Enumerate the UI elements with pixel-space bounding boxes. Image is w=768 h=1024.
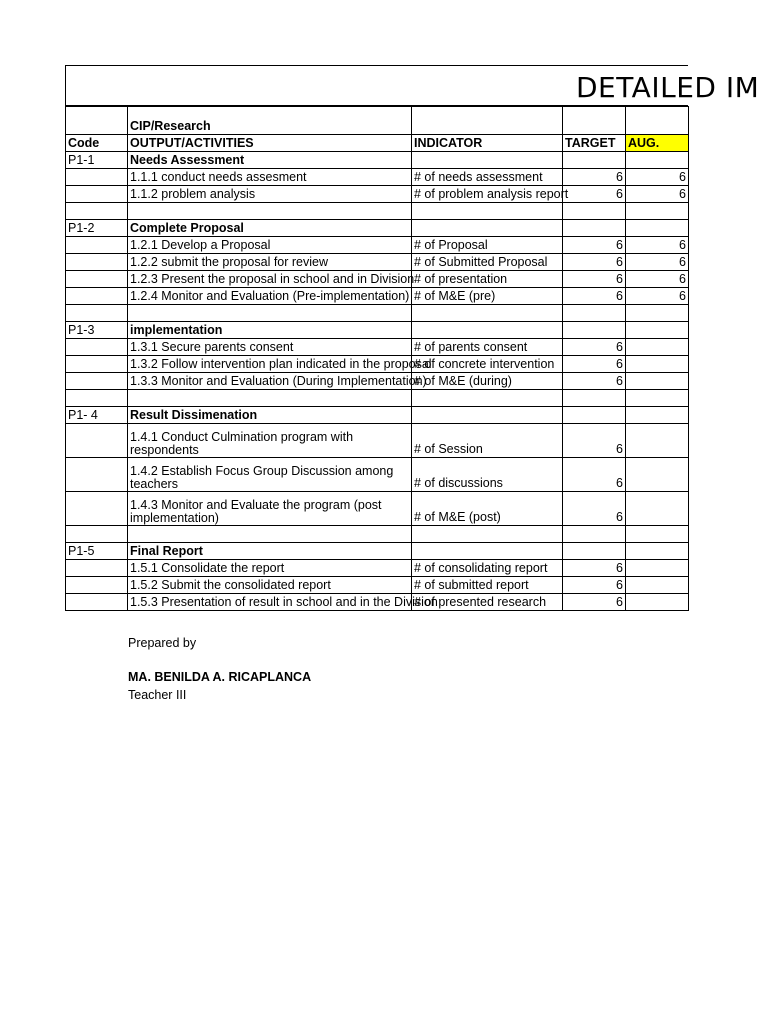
row-activity-cell: 1.5.3 Presentation of result in school and in the Division bbox=[128, 594, 412, 611]
row-indicator-cell: # of problem analysis report bbox=[412, 186, 563, 203]
page-title: DETAILED IM bbox=[576, 71, 760, 104]
row-code-cell bbox=[66, 305, 128, 322]
row-target-cell bbox=[563, 543, 626, 560]
row-target-cell bbox=[563, 390, 626, 407]
row-target-cell: 6 bbox=[563, 424, 626, 458]
row-indicator-cell bbox=[412, 203, 563, 220]
table-row bbox=[66, 543, 689, 560]
row-target-cell: 6 bbox=[563, 356, 626, 373]
row-indicator-cell: # of Submitted Proposal bbox=[412, 254, 563, 271]
row-code-cell: P1-3 bbox=[66, 322, 128, 339]
row-aug-cell bbox=[626, 220, 689, 237]
preparer-name: MA. BENILDA A. RICAPLANCA bbox=[128, 670, 312, 684]
table-row bbox=[66, 254, 689, 271]
row-code-cell bbox=[66, 492, 128, 526]
row-aug-cell bbox=[626, 390, 689, 407]
row-target-cell bbox=[563, 152, 626, 169]
row-target-cell: 6 bbox=[563, 186, 626, 203]
header-row bbox=[66, 135, 689, 152]
row-aug-cell bbox=[626, 152, 689, 169]
row-code-cell bbox=[66, 186, 128, 203]
row-activity-cell: 1.3.1 Secure parents consent bbox=[128, 339, 412, 356]
row-aug-cell: 6 bbox=[626, 254, 689, 271]
row-code-cell bbox=[66, 577, 128, 594]
row-code-cell: P1-2 bbox=[66, 220, 128, 237]
subheader-cell: CIP/Research bbox=[128, 107, 412, 135]
row-activity-cell: 1.4.3 Monitor and Evaluate the program (post implementation) bbox=[128, 492, 412, 526]
row-aug-cell bbox=[626, 560, 689, 577]
row-code-cell bbox=[66, 203, 128, 220]
row-indicator-cell bbox=[412, 390, 563, 407]
row-code-cell bbox=[66, 237, 128, 254]
table-row bbox=[66, 356, 689, 373]
row-indicator-cell bbox=[412, 322, 563, 339]
subheader-code-cell bbox=[66, 107, 128, 135]
row-indicator-cell: # of M&E (pre) bbox=[412, 288, 563, 305]
row-activity-cell: Result Dissimenation bbox=[128, 407, 412, 424]
row-target-cell: 6 bbox=[563, 271, 626, 288]
header-code: Code bbox=[66, 135, 128, 152]
row-activity-cell: 1.5.1 Consolidate the report bbox=[128, 560, 412, 577]
subheader-indicator-cell bbox=[412, 107, 563, 135]
row-code-cell bbox=[66, 424, 128, 458]
table-row bbox=[66, 322, 689, 339]
row-code-cell: P1-5 bbox=[66, 543, 128, 560]
row-aug-cell bbox=[626, 339, 689, 356]
header-activities: OUTPUT/ACTIVITIES bbox=[128, 135, 412, 152]
row-aug-cell bbox=[626, 492, 689, 526]
row-indicator-cell: # of Proposal bbox=[412, 237, 563, 254]
row-indicator-cell bbox=[412, 543, 563, 560]
row-aug-cell bbox=[626, 458, 689, 492]
row-aug-cell bbox=[626, 203, 689, 220]
table-row bbox=[66, 373, 689, 390]
preparer-position: Teacher III bbox=[128, 688, 187, 702]
row-indicator-cell bbox=[412, 152, 563, 169]
row-indicator-cell: # of presentation bbox=[412, 271, 563, 288]
row-target-cell bbox=[563, 526, 626, 543]
row-indicator-cell: # of discussions bbox=[412, 458, 563, 492]
row-target-cell: 6 bbox=[563, 594, 626, 611]
row-code-cell bbox=[66, 356, 128, 373]
header-target: TARGET bbox=[563, 135, 626, 152]
row-target-cell: 6 bbox=[563, 492, 626, 526]
row-code-cell bbox=[66, 254, 128, 271]
row-indicator-cell bbox=[412, 220, 563, 237]
row-activity-cell: 1.2.2 submit the proposal for review bbox=[128, 254, 412, 271]
header-month-aug: AUG. bbox=[626, 135, 689, 152]
row-aug-cell bbox=[626, 424, 689, 458]
row-indicator-cell: # of M&E (during) bbox=[412, 373, 563, 390]
row-code-cell bbox=[66, 169, 128, 186]
row-activity-cell: 1.2.1 Develop a Proposal bbox=[128, 237, 412, 254]
row-aug-cell: 6 bbox=[626, 237, 689, 254]
row-code-cell bbox=[66, 526, 128, 543]
row-activity-cell bbox=[128, 305, 412, 322]
row-activity-cell: Complete Proposal bbox=[128, 220, 412, 237]
table-row bbox=[66, 220, 689, 237]
row-target-cell: 6 bbox=[563, 237, 626, 254]
row-aug-cell bbox=[626, 356, 689, 373]
row-indicator-cell bbox=[412, 526, 563, 543]
row-indicator-cell: # of consolidating report bbox=[412, 560, 563, 577]
row-aug-cell bbox=[626, 594, 689, 611]
header-indicator: INDICATOR bbox=[412, 135, 563, 152]
row-target-cell bbox=[563, 305, 626, 322]
row-indicator-cell: # of submitted report bbox=[412, 577, 563, 594]
table-row bbox=[66, 577, 689, 594]
table-row bbox=[66, 339, 689, 356]
row-activity-cell bbox=[128, 203, 412, 220]
row-code-cell bbox=[66, 594, 128, 611]
title-box bbox=[65, 65, 760, 106]
row-activity-cell: 1.3.2 Follow intervention plan indicated in the proposal bbox=[128, 356, 412, 373]
row-activity-cell: 1.1.1 conduct needs assesment bbox=[128, 169, 412, 186]
row-indicator-cell bbox=[412, 305, 563, 322]
prepared-by-label: Prepared by bbox=[128, 636, 197, 650]
table-row bbox=[66, 186, 689, 203]
row-code-cell bbox=[66, 288, 128, 305]
row-indicator-cell: # of Session bbox=[412, 424, 563, 458]
row-aug-cell: 6 bbox=[626, 186, 689, 203]
row-aug-cell: 6 bbox=[626, 271, 689, 288]
table-row bbox=[66, 305, 689, 322]
row-indicator-cell: # of M&E (post) bbox=[412, 492, 563, 526]
table-row bbox=[66, 152, 689, 169]
row-activity-cell bbox=[128, 526, 412, 543]
row-code-cell bbox=[66, 271, 128, 288]
table-row bbox=[66, 407, 689, 424]
row-indicator-cell: # of concrete intervention bbox=[412, 356, 563, 373]
table-row bbox=[66, 492, 689, 526]
subheader-row bbox=[66, 107, 689, 135]
plan-table bbox=[65, 106, 689, 611]
row-activity-cell: Final Report bbox=[128, 543, 412, 560]
row-target-cell bbox=[563, 203, 626, 220]
row-activity-cell: 1.3.3 Monitor and Evaluation (During Implementation) bbox=[128, 373, 412, 390]
row-aug-cell bbox=[626, 577, 689, 594]
table-row bbox=[66, 203, 689, 220]
table-row bbox=[66, 458, 689, 492]
table-row bbox=[66, 390, 689, 407]
table-row bbox=[66, 424, 689, 458]
row-target-cell: 6 bbox=[563, 458, 626, 492]
row-activity-cell: 1.5.2 Submit the consolidated report bbox=[128, 577, 412, 594]
table-row bbox=[66, 288, 689, 305]
row-activity-cell: 1.1.2 problem analysis bbox=[128, 186, 412, 203]
table-row bbox=[66, 169, 689, 186]
row-target-cell: 6 bbox=[563, 577, 626, 594]
row-aug-cell: 6 bbox=[626, 169, 689, 186]
row-aug-cell: 6 bbox=[626, 288, 689, 305]
row-code-cell bbox=[66, 458, 128, 492]
row-aug-cell bbox=[626, 305, 689, 322]
table-row bbox=[66, 237, 689, 254]
row-indicator-cell: # of parents consent bbox=[412, 339, 563, 356]
row-activity-cell: 1.4.1 Conduct Culmination program with respondents bbox=[128, 424, 412, 458]
row-code-cell bbox=[66, 339, 128, 356]
row-activity-cell: implementation bbox=[128, 322, 412, 339]
table-row bbox=[66, 594, 689, 611]
row-activity-cell: 1.4.2 Establish Focus Group Discussion among teachers bbox=[128, 458, 412, 492]
row-indicator-cell: # of presented research bbox=[412, 594, 563, 611]
row-target-cell bbox=[563, 220, 626, 237]
row-aug-cell bbox=[626, 407, 689, 424]
table-row bbox=[66, 560, 689, 577]
row-code-cell: P1-1 bbox=[66, 152, 128, 169]
row-aug-cell bbox=[626, 322, 689, 339]
row-code-cell: P1- 4 bbox=[66, 407, 128, 424]
row-target-cell bbox=[563, 407, 626, 424]
row-code-cell bbox=[66, 373, 128, 390]
row-code-cell bbox=[66, 560, 128, 577]
row-target-cell: 6 bbox=[563, 560, 626, 577]
table-row bbox=[66, 526, 689, 543]
row-activity-cell: 1.2.3 Present the proposal in school and in Division bbox=[128, 271, 412, 288]
subheader-month-cell bbox=[626, 107, 689, 135]
table-row bbox=[66, 271, 689, 288]
row-target-cell: 6 bbox=[563, 288, 626, 305]
row-target-cell: 6 bbox=[563, 254, 626, 271]
row-target-cell: 6 bbox=[563, 169, 626, 186]
row-aug-cell bbox=[626, 526, 689, 543]
row-indicator-cell bbox=[412, 407, 563, 424]
row-code-cell bbox=[66, 390, 128, 407]
row-activity-cell: 1.2.4 Monitor and Evaluation (Pre-implementation) bbox=[128, 288, 412, 305]
row-target-cell bbox=[563, 322, 626, 339]
row-target-cell: 6 bbox=[563, 339, 626, 356]
row-aug-cell bbox=[626, 543, 689, 560]
row-target-cell: 6 bbox=[563, 373, 626, 390]
row-indicator-cell: # of needs assessment bbox=[412, 169, 563, 186]
row-aug-cell bbox=[626, 373, 689, 390]
subheader-target-cell bbox=[563, 107, 626, 135]
row-activity-cell bbox=[128, 390, 412, 407]
row-activity-cell: Needs Assessment bbox=[128, 152, 412, 169]
